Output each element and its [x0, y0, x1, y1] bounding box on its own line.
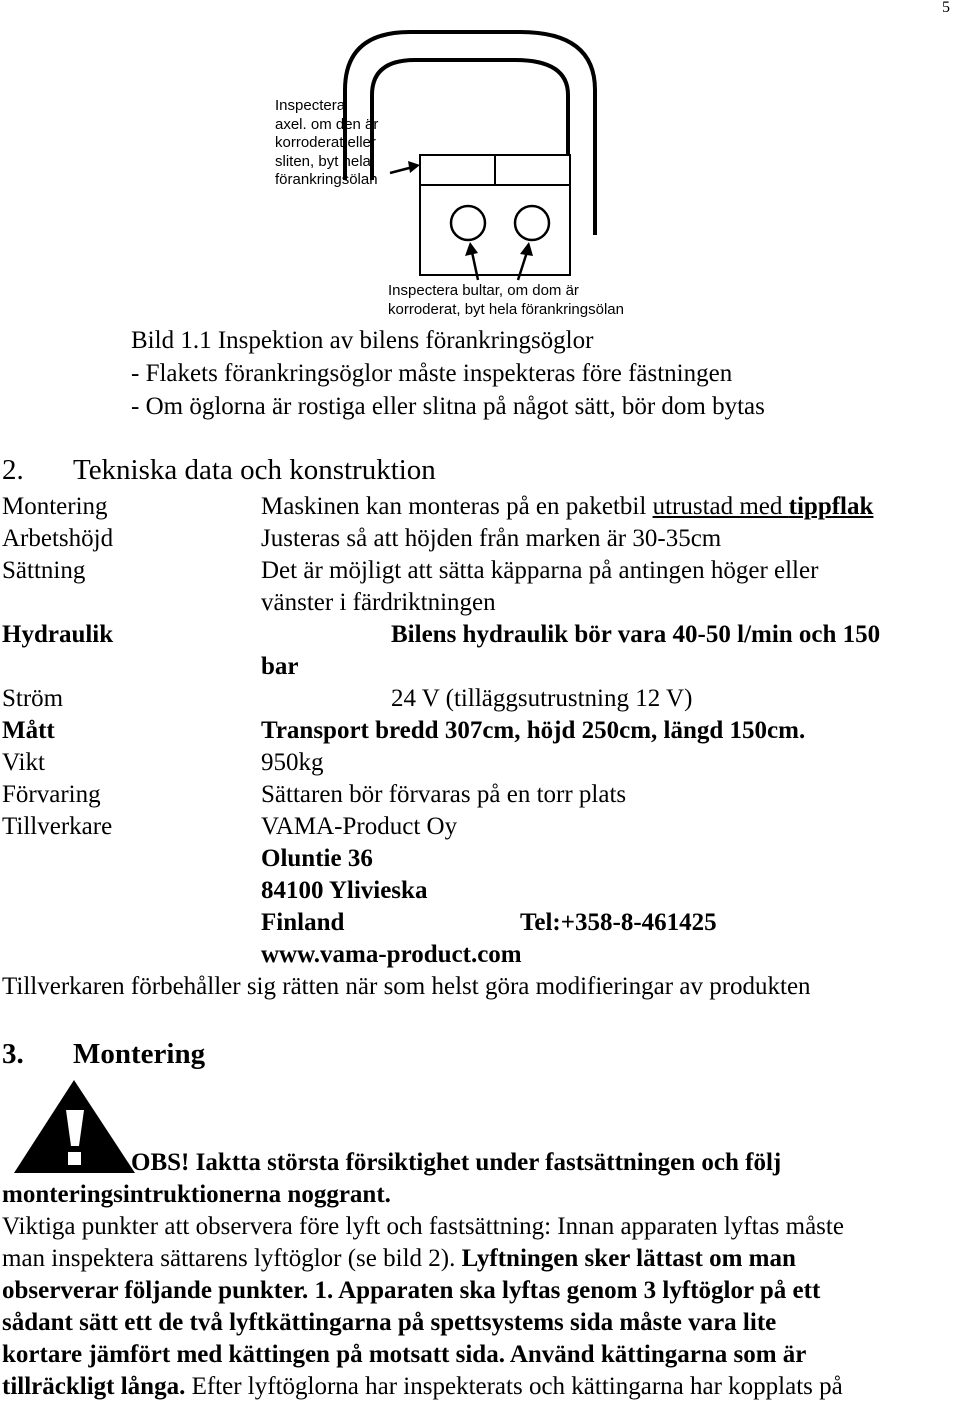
spec-value: Sättaren bör förvaras på en torr plats [261, 781, 627, 808]
spec-label: Sättning [2, 557, 86, 584]
bolt-left-icon [451, 206, 485, 240]
paragraph-line: man inspektera sättarens lyftöglor (se bild 2). Lyftningen sker lättast om man [2, 1245, 796, 1272]
address-street: Oluntie 36 [261, 845, 373, 872]
warning-text: OBS! Iaktta största försiktighet under fastsättningen och följ [131, 1149, 782, 1176]
disclaimer: Tillverkaren förbehåller sig rätten när som helst göra modifieringar av produkten [2, 973, 811, 1000]
warning-triangle-icon [12, 1078, 137, 1174]
spec-label: Hydraulik [2, 621, 114, 648]
warning-text: monteringsintruktionerna noggrant. [2, 1181, 391, 1208]
section-number: 3. [2, 1038, 24, 1070]
address-city: 84100 Ylivieska [261, 877, 428, 904]
spec-value: Justeras så att höjden från marken är 30-35cm [261, 525, 722, 552]
paragraph-line: observerar följande punkter. 1. Apparaten ska lyftas genom 3 lyftöglor på ett [2, 1277, 821, 1304]
spec-value: vänster i färdriktningen [261, 589, 496, 616]
figure-caption-title: Bild 1.1 Inspektion av bilens förankringsöglor [131, 327, 594, 354]
spec-label: Mått [2, 717, 55, 744]
spec-value: VAMA-Product Oy [261, 813, 458, 840]
bolt-right-icon [515, 206, 549, 240]
paragraph-line: tillräckligt långa. Efter lyftöglorna har inspekterats och kättingarna har kopplats på [2, 1373, 843, 1400]
paragraph-line: sådant sätt ett de två lyftkättingarna på spettsystems sida måste vara lite [2, 1309, 777, 1336]
address-website-link[interactable]: www.vama-product.com [261, 941, 522, 968]
section-heading: Tekniska data och konstruktion [73, 454, 436, 486]
spec-value: bar [261, 653, 299, 680]
spec-label: Montering [2, 493, 108, 520]
spec-value: Transport bredd 307cm, höjd 250cm, längd 150cm. [261, 717, 806, 744]
paragraph-line: Viktiga punkter att observera före lyft och fastsättning: Innan apparaten lyftas måste [2, 1213, 844, 1240]
spec-value: Det är möjligt att sätta käpparna på antingen höger eller [261, 557, 819, 584]
figure-caption-line: - Om öglorna är rostiga eller slitna på något sätt, bör dom bytas [131, 393, 765, 420]
address-phone: Tel:+358-8-461425 [520, 909, 717, 936]
arrow-head-icon [408, 161, 420, 173]
figure-label-bolts: Inspectera bultar, om dom är korroderat, byt hela förankringsölan [388, 282, 624, 318]
figure-caption-line: - Flakets förankringsöglor måste inspekteras före fästningen [131, 360, 733, 387]
spec-label: Arbetshöjd [2, 525, 114, 552]
section-heading: Montering [73, 1038, 206, 1070]
page-number: 5 [942, 0, 950, 16]
spec-label: Vikt [2, 749, 45, 776]
figure-label-axle: Inspectera axel. om den är korroderat eller sliten, byt hela förankringsölan [275, 97, 379, 188]
address-country: Finland [261, 909, 345, 936]
spec-label: Tillverkare [2, 813, 113, 840]
spec-value: Maskinen kan monteras på en paketbil utrustad med tippflak [261, 493, 874, 520]
section-number: 2. [2, 454, 24, 486]
spec-label: Ström [2, 685, 64, 712]
spec-value: 24 V (tilläggsutrustning 12 V) [391, 685, 693, 712]
paragraph-line: kortare jämfört med kättingen på motsatt sida. Använd kättingarna som är [2, 1341, 807, 1368]
spec-value: Bilens hydraulik bör vara 40-50 l/min och 150 [391, 621, 881, 648]
spec-label: Förvaring [2, 781, 101, 808]
spec-value: 950kg [261, 749, 324, 776]
